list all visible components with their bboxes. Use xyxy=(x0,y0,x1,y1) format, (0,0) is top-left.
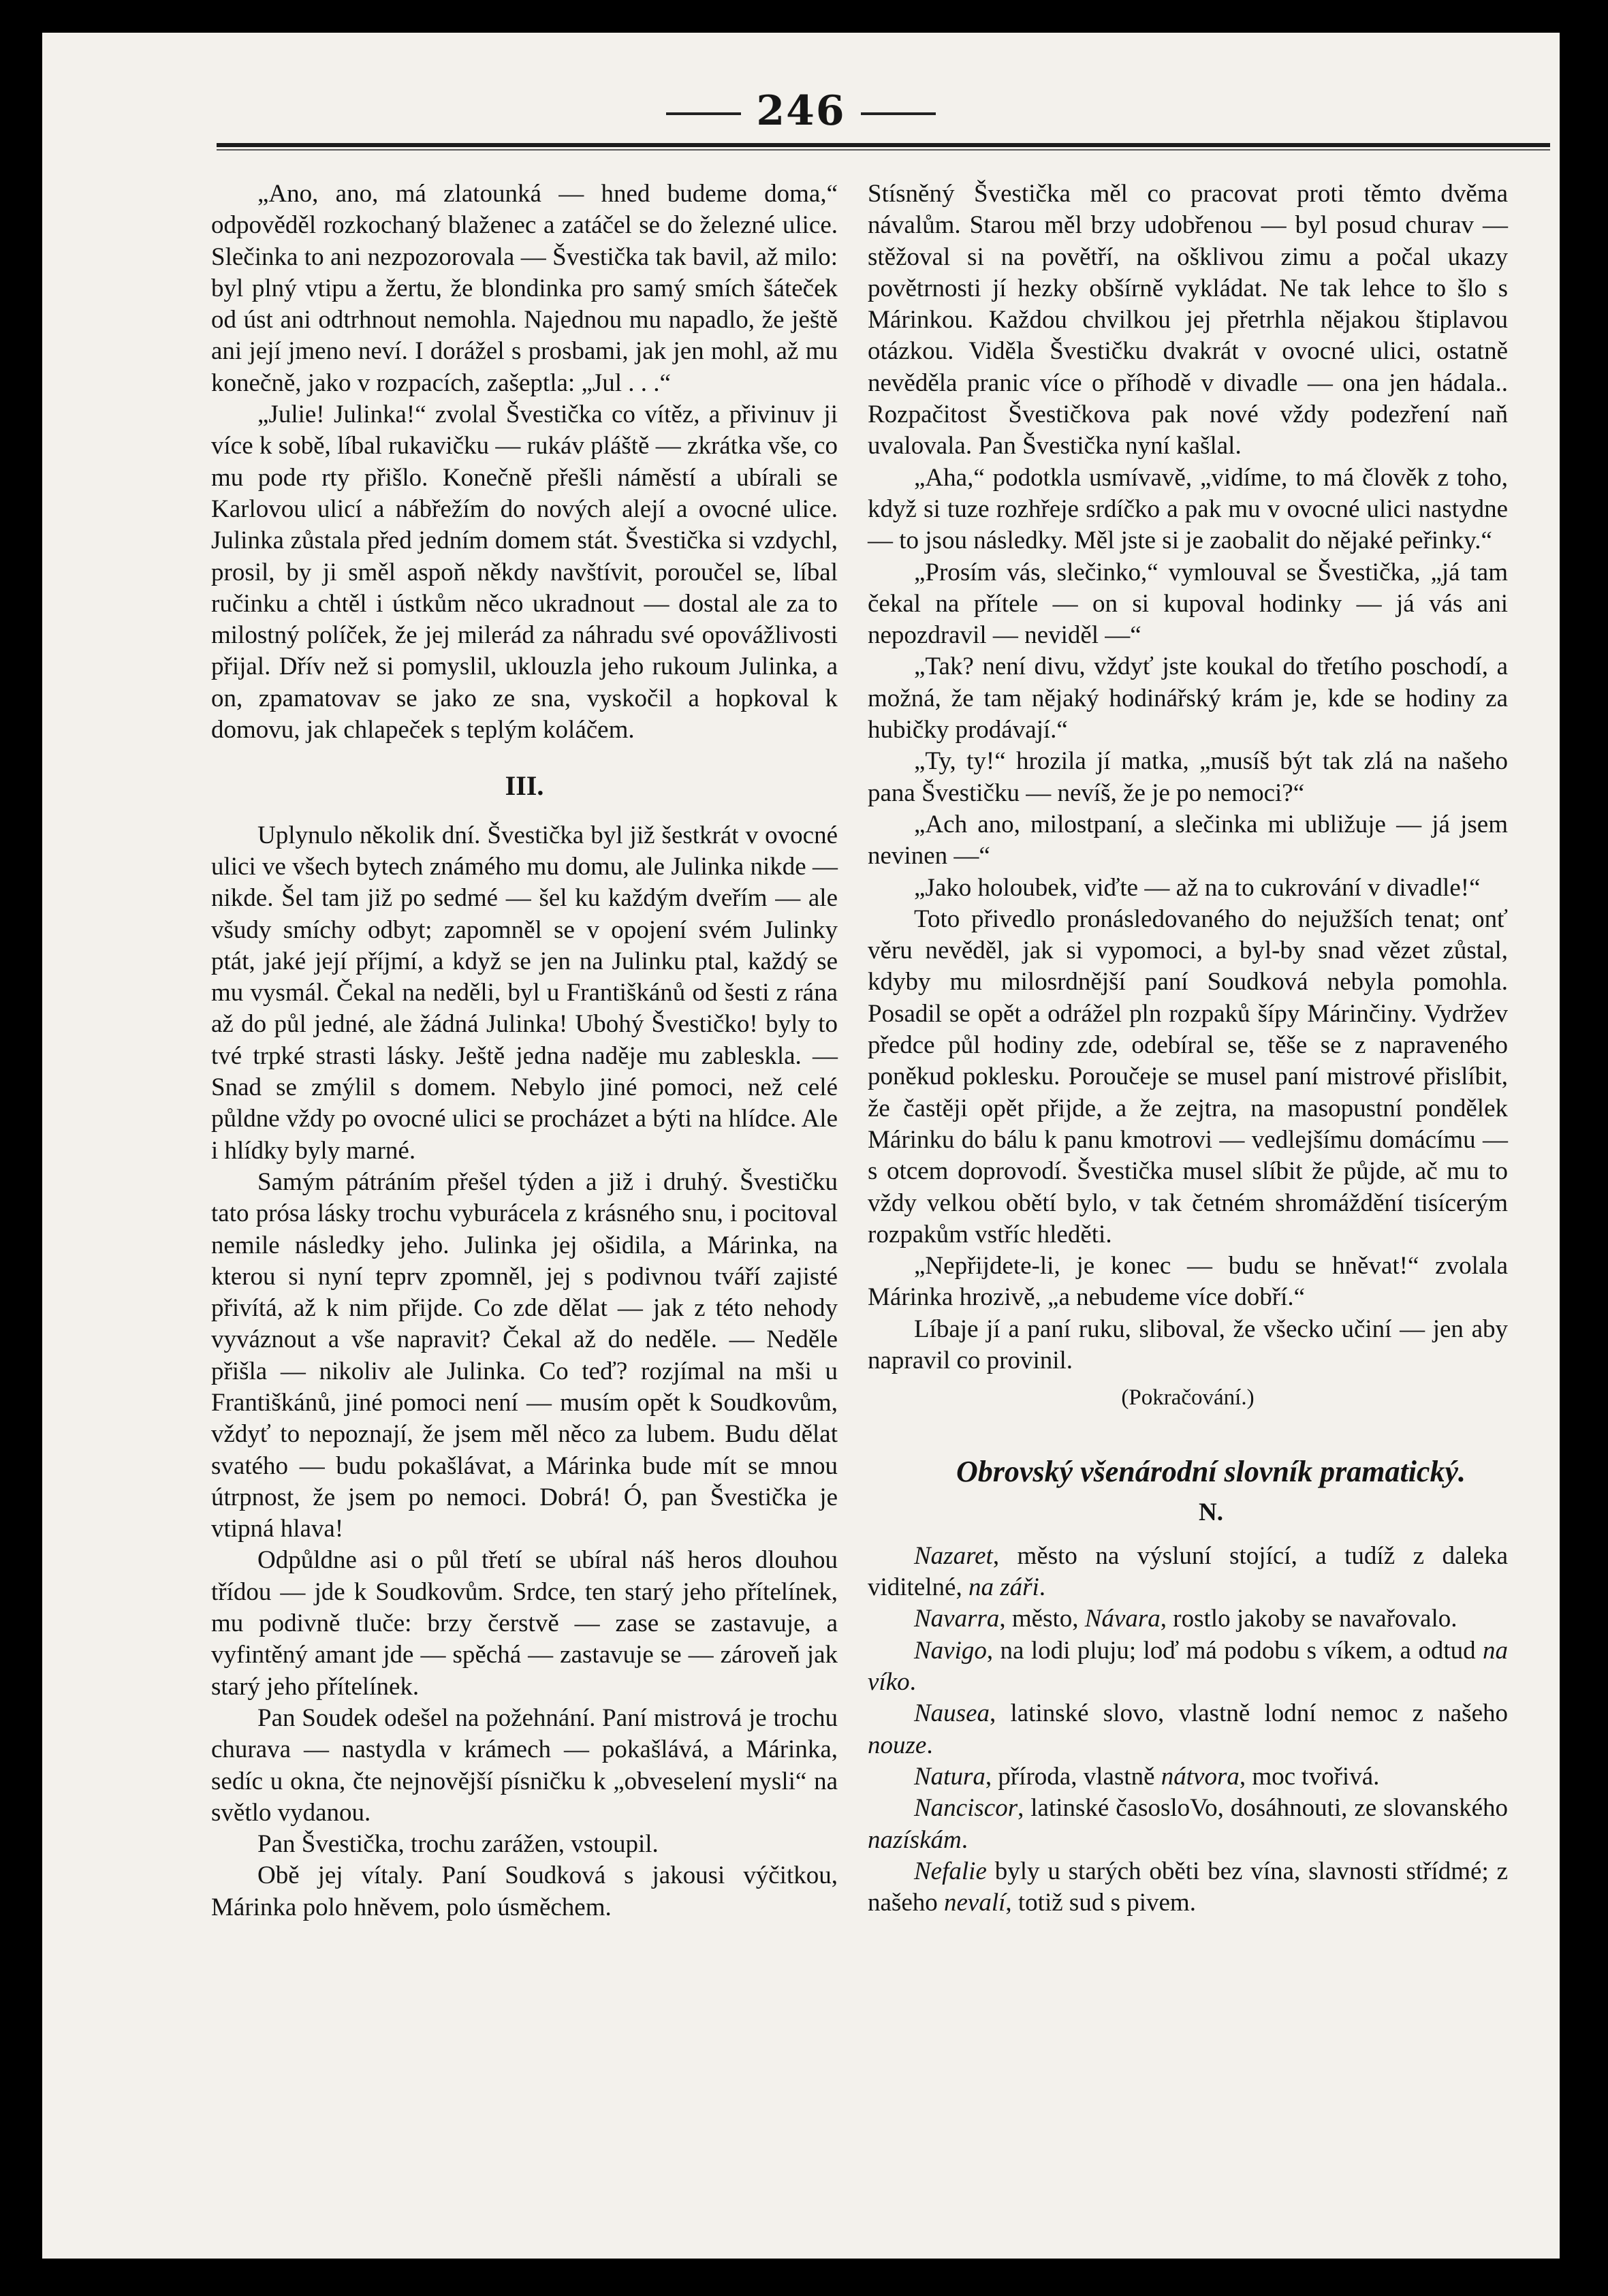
dictionary-entry xyxy=(868,1635,1508,1699)
entry-tail: , totiž sud s pivem. xyxy=(1005,1889,1196,1917)
paragraph: Pan Soudek odešel na požehnání. Paní mistrová je trochu churava — nastydla v krámech — pokašlává, a Márinka, sedíc u okna, čte nejnovější písničku k „obveselení mysli“ na světlo vydanou. xyxy=(211,1703,838,1827)
entry-tail: . xyxy=(909,1668,916,1697)
continuation-note: (Pokračování.) xyxy=(1121,1385,1255,1411)
entry-etymology: Návara xyxy=(1084,1605,1161,1633)
paragraph: Líbaje jí a paní ruku, sliboval, že všecko učiní — jen aby napravil co provinil. xyxy=(868,1315,1508,1374)
dictionary-entries xyxy=(868,1541,1508,1919)
entry-text: , latinské časosloVo, dosáhnouti, ze slovanského xyxy=(1018,1794,1508,1823)
entry-etymology: nazískám xyxy=(868,1825,962,1854)
dictionary-entry xyxy=(868,1856,1508,1919)
entry-text: , příroda, vlastně xyxy=(985,1762,1161,1791)
page-number: 246 xyxy=(756,87,846,135)
entry-tail: , rostlo jakoby se navařovalo. xyxy=(1160,1605,1457,1633)
entry-term: Nefalie xyxy=(914,1857,987,1885)
header-rule xyxy=(217,143,1550,147)
entry-etymology: na záři xyxy=(968,1573,1039,1602)
paragraph: „Prosím vás, slečinko,“ vymlouval se Švestička, „já tam čekal na přítele — on si kupoval hodinky — já vás ani nepozdravil — neviděl —“ xyxy=(868,558,1508,650)
entry-etymology: nouze xyxy=(868,1731,927,1759)
paragraph: Obě jej vítaly. Paní Soudková s jakousi výčitkou, Márinka polo hněvem, polo úsměchem. xyxy=(211,1861,838,1921)
entry-term: Nausea xyxy=(914,1699,990,1728)
paragraph: „Aha,“ podotkla usmívavě, „vidíme, to má člověk z toho, když si tuze rozhřeje srdíčko a pak mu v ovocné ulici nastydne — to jsou následky. Měl jste si je zaobalit do nějaké peřinky.“ xyxy=(868,463,1508,555)
dictionary-section xyxy=(868,1455,1508,1919)
dictionary-entry xyxy=(868,1793,1508,1856)
dictionary-entry xyxy=(868,1698,1508,1761)
newspaper-page xyxy=(42,33,1560,2259)
paragraph: „Jako holoubek, viďte — až na to cukrování v divadle!“ xyxy=(914,873,1481,902)
paragraph: „Ach ano, milostpaní, a slečinka mi ubližuje — já jsem nevinen —“ xyxy=(868,810,1508,870)
dictionary-entry xyxy=(868,1761,1508,1793)
entry-etymology: nevalí xyxy=(944,1889,1006,1917)
paragraph: „Julie! Julinka!“ zvolal Švestička co vítěz, a přivinuv ji více k sobě, líbal rukavičku — rukáv pláště — zkrátka vše, co mu pode rty přišlo. Konečně přešli náměstí a ubírali se Karlovou ulicí a nábřežím do nových alejí a ovocné ulice. Julinka zůstala před jedním domem stát. Švestička si vzdychl, prosil, by ji směl aspoň někdy navštívit, poroučel se, líbal ručinku a chtěl i ústkům něco ukradnout — dostal ale za to milostný políček, že jej milerád za náhradu své opovážlivosti přijal. Dřív než si pomyslil, uklouzla jeho rukoum Julinka, a on, zpamatovav se jako ze sna, vyskočil a hopkoval k domovu, jak chlapeček s teplým koláčem. xyxy=(211,400,838,744)
paragraph: „Nepřijdete-li, je konec — budu se hněvat!“ zvolala Márinka hrozivě, „a nebudeme více dobří.“ xyxy=(868,1252,1508,1312)
right-column xyxy=(868,178,1508,1919)
header-rule-thin xyxy=(217,149,1550,151)
paragraph: „Tak? není divu, vždyť jste koukal do třetího poschodí, a možná, že tam nějaký hodinářský krám je, kde se hodiny za hubičky prodávají.“ xyxy=(868,652,1508,744)
entry-tail: . xyxy=(926,1731,933,1759)
entry-text: , město na výsluní stojící, a tudíž z daleka viditelné, xyxy=(868,1541,1508,1602)
entry-text: , město, xyxy=(999,1605,1085,1633)
entry-etymology: na víko xyxy=(868,1636,1508,1697)
dictionary-letter: N. xyxy=(1199,1498,1223,1526)
paragraph: Stísněný Švestička měl co pracovat proti těmto dvěma návalům. Starou měl brzy udobřenou — byl posud churav — stěžoval si na povětří, na ošklivou zimu a počal ukazy povětrnosti jí hezky obšírně vykládat. Ne tak lehce to šlo s Márinkou. Každou chvilkou jej přetrhla nějakou štiplavou otázkou. Viděla Švestičku dvakrát v ovocné ulici, ostatně nevěděla pranic více o příhodě v divadle — ona jen hádala.. Rozpačitost Švestičkova pak nové vždy podezření naň uvalovala. Pan Švestička nyní kašlal. xyxy=(868,180,1508,460)
entry-tail: . xyxy=(1039,1573,1046,1602)
paragraph: Samým pátráním přešel týden a již i druhý. Švestičku tato prósa lásky trochu vyburácela z krásného snu, i pocitoval nemile následky jeho. Julinka jej ošidila, a Márinka, na kterou si nyní teprv zpomněl, jej s podivnou tváří zajisté přivítá, až k nim přijde. Co zde dělat — jak z této nehody vyváznout a vše napravit? Čekal až do neděle. — Neděle přišla — nikoliv ale Julinka. Co teď? rozjímal na mši u Františkánů, jiné pomoci není — musím opět k Soudkovům, vždyť to nepoznají, že jsem měl něco za lubem. Budu dělat svatého — budu pokašlávat, a Márinka bude mít se mnou útrpnost, že jsem po nemoci. Dobrá! Ó, pan Švestička je vtipná hlava! xyxy=(211,1167,838,1543)
entry-term: Navarra xyxy=(914,1605,1000,1633)
paragraph: Odpůldne asi o půl třetí se ubíral náš heros dlouhou třídou — jde k Soudkovům. Srdce, ten starý jeho přítelínek, mu podivně tluče: brzy čerstvě — zase se zastavuje, a vyfintěný amant jde — spěchá — zastavuje se — zároveň jak starý jeho přítelínek. xyxy=(211,1546,838,1701)
dictionary-title: Obrovský všenárodní slovník pramatický. xyxy=(956,1454,1466,1488)
entry-text: byly u starých oběti bez vína, slavnosti střídmé; z našeho xyxy=(868,1857,1508,1917)
entry-term: Natura xyxy=(914,1762,986,1791)
paragraph: Toto přivedlo pronásledovaného do nejužších tenat; onť věru nevěděl, jak si vypomoci, a byl-by snad vězet zůstal, kdyby mu milosrdnější paní Soudková nebyla pomohla. Posadil se opět a odrážel pln rozpaků šípy Márinčiny. Vydržev předce půl hodiny zde, odebíral se, těše se z napraveného poněkud poklesku. Poroučeje se musel paní mistrové přislíbit, že častěji opět přijde, a že zejtra, na masopustní pondělek Márinku do bálu k panu kmotrovi — vedlejšímu domácímu — s otcem doprovodí. Švestička musel slíbit že půjde, ač mu to vždy velkou obětí bylo, v tak četném shromáždění tisícerým rozpakům vstříc hleděti. xyxy=(868,905,1508,1248)
entry-tail: , moc tvořivá. xyxy=(1239,1762,1380,1791)
dictionary-entry xyxy=(868,1603,1508,1635)
entry-term: Nazaret xyxy=(914,1541,993,1570)
entry-tail: . xyxy=(961,1825,968,1854)
entry-text: , na lodi pluju; loď má podobu s víkem, a odtud xyxy=(986,1636,1483,1665)
entry-etymology: nátvora xyxy=(1161,1762,1240,1791)
paragraph: Uplynulo několik dní. Švestička byl již šestkrát v ovocné ulici ve všech bytech známého mu domu, ale Julinka nikde — nikde. Šel tam již po sedmé — šel ku každým dveřím — ale všudy smíchy odbyt; zapomněl se v opojení svém Julinky ptát, jaké její příjmí, a když se jen na Julinku ptal, každý se mu vysmál. Čekal na neděli, byl u Františkánů od šesti z rána až do půl jedné, ale žádná Julinka! Ubohý Švestičko! byly to tvé trpké strasti lásky. Ještě jedna naděje mu zableskla. — Snad se zmýlil s domem. Nebylo jiné pomoci, než celé půldne vždy po ovocné ulici se procházet a býti na hlídce. Ale i hlídky byly marné. xyxy=(211,821,838,1165)
paragraph: Pan Švestička, trochu zarážen, vstoupil. xyxy=(257,1830,659,1859)
story-continuation xyxy=(868,178,1508,1414)
entry-term: Navigo xyxy=(914,1636,987,1665)
dictionary-entry xyxy=(868,1541,1508,1604)
left-column xyxy=(211,178,838,1923)
entry-term: Nanciscor xyxy=(914,1794,1018,1823)
paragraph: „Ty, ty!“ hrozila jí matka, „musíš být tak zlá na našeho pana Švestičku — nevíš, že je po nemoci?“ xyxy=(868,747,1508,807)
header-dash-right xyxy=(861,112,936,115)
paragraph: „Ano, ano, má zlatounká — hned budeme doma,“ odpověděl rozkochaný blaženec a zatáčel se do železné ulice. Slečinka to ani nezpozorovala — Švestička tak bavil, až milo: byl plný vtipu a žertu, že blondinka pro samý smích šáteček od úst ani odtrhnout nemohla. Najednou mu napadlo, že ještě ani její jmeno neví. I dorážel s prosbami, jak jen mohl, až mu konečně, jako v rozpacích, zašeptla: „Jul . . .“ xyxy=(211,180,838,397)
entry-text: , latinské slovo, vlastně lodní nemoc z našeho xyxy=(990,1699,1508,1728)
section-heading: III. xyxy=(505,770,544,802)
page-number-header xyxy=(42,87,1560,135)
header-dash-left xyxy=(666,112,741,115)
